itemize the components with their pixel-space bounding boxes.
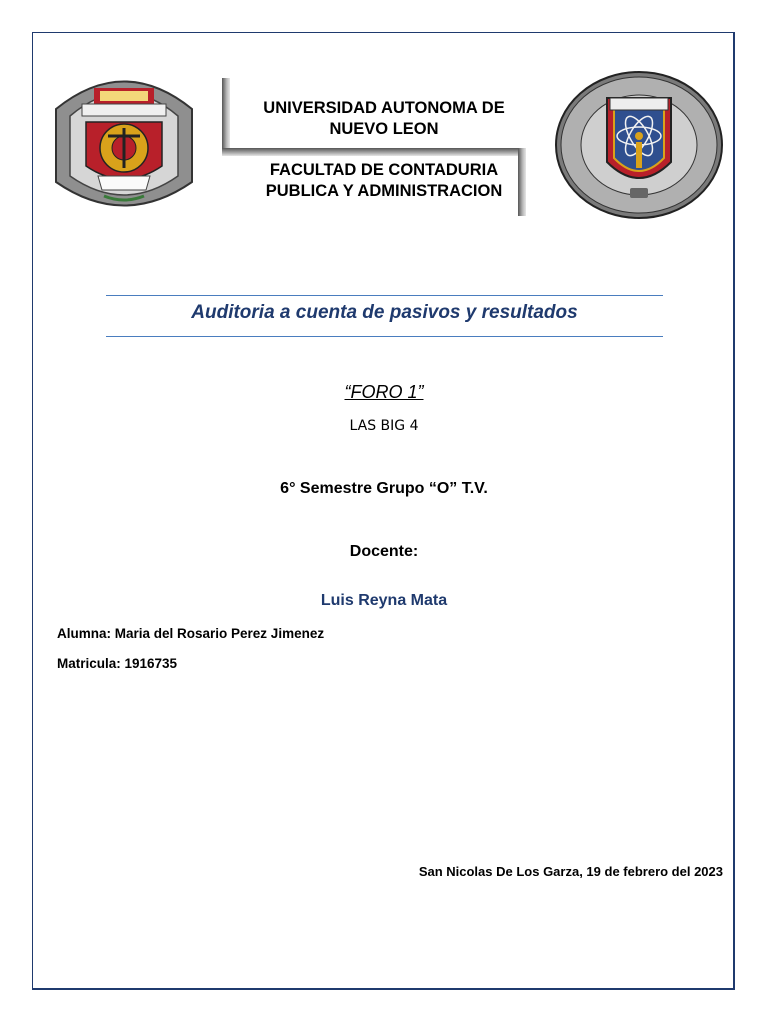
docente-label: Docente: <box>349 543 419 560</box>
fcpya-crest-icon <box>46 64 202 226</box>
university-name <box>236 98 532 140</box>
docente-name: Luis Reyna Mata <box>320 592 448 609</box>
semester-group: 6° Semestre Grupo “O” T.V. <box>280 480 488 497</box>
subject-title: Auditoria a cuenta de pasivos y resultados <box>191 302 578 323</box>
faculty-name <box>236 160 532 202</box>
faculty-name-line: FACULTAD DE CONTADURIA <box>269 161 499 179</box>
student-id: Matricula: 1916735 <box>57 656 178 671</box>
university-name-line: NUEVO LEON <box>329 120 439 138</box>
frame-bar <box>222 78 230 154</box>
subject-rule-bottom <box>106 336 663 337</box>
uanl-seal-icon <box>554 70 724 220</box>
topic: LAS BIG 4 <box>349 418 419 434</box>
subject-rule-top <box>106 295 663 296</box>
student-name: Alumna: Maria del Rosario Perez Jimenez <box>57 626 325 641</box>
university-name-line: UNIVERSIDAD AUTONOMA DE <box>263 99 505 117</box>
faculty-name-line: PUBLICA Y ADMINISTRACION <box>265 182 503 200</box>
place-date: San Nicolas De Los Garza, 19 de febrero del 2023 <box>418 864 723 879</box>
assignment-title: “FORO 1” <box>344 382 424 402</box>
frame-bar <box>222 148 522 156</box>
